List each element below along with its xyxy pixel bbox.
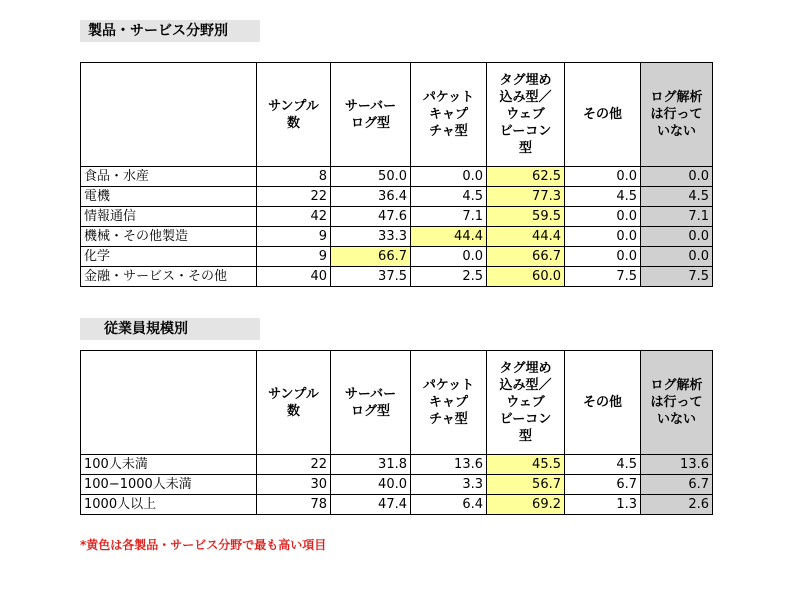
table-row [81, 167, 713, 187]
employee-size-table [80, 350, 713, 515]
table-row [81, 187, 713, 207]
row-label: 1000人以上 [81, 495, 257, 515]
header-cell-server-log: サーバー ログ型 [331, 351, 411, 455]
cell-no-log-analysis: 4.5 [641, 187, 713, 207]
cell-server-log: 40.0 [331, 475, 411, 495]
cell-packet-capture: 3.3 [411, 475, 487, 495]
header-cell-blank [81, 63, 257, 167]
cell-other: 4.5 [565, 187, 641, 207]
header-cell-packet-capture: パケット キャプ チャ型 [411, 63, 487, 167]
row-label: 100−1000人未満 [81, 475, 257, 495]
cell-other: 7.5 [565, 267, 641, 287]
cell-sample-count: 9 [257, 227, 331, 247]
cell-tag-beacon: 62.5 [487, 167, 565, 187]
header-cell-sample-count: サンプル 数 [257, 63, 331, 167]
table-row [81, 227, 713, 247]
row-label: 100人未満 [81, 455, 257, 475]
cell-other: 0.0 [565, 247, 641, 267]
cell-tag-beacon: 66.7 [487, 247, 565, 267]
cell-no-log-analysis: 7.1 [641, 207, 713, 227]
row-label: 化学 [81, 247, 257, 267]
cell-server-log: 47.6 [331, 207, 411, 227]
header-cell-tag-beacon: タグ埋め 込み型／ ウェブ ビーコン 型 [487, 63, 565, 167]
cell-tag-beacon: 56.7 [487, 475, 565, 495]
cell-other: 1.3 [565, 495, 641, 515]
cell-tag-beacon: 45.5 [487, 455, 565, 475]
cell-tag-beacon: 59.5 [487, 207, 565, 227]
row-label: 金融・サービス・その他 [81, 267, 257, 287]
cell-other: 0.0 [565, 207, 641, 227]
table-header-row [81, 351, 713, 455]
cell-tag-beacon: 44.4 [487, 227, 565, 247]
cell-packet-capture: 13.6 [411, 455, 487, 475]
table-row [81, 207, 713, 227]
cell-other: 0.0 [565, 227, 641, 247]
cell-packet-capture: 6.4 [411, 495, 487, 515]
cell-no-log-analysis: 0.0 [641, 227, 713, 247]
product-service-table [80, 62, 713, 287]
cell-other: 0.0 [565, 167, 641, 187]
cell-packet-capture: 4.5 [411, 187, 487, 207]
footnote: *黄色は各製品・サービス分野で最も高い項目 [80, 538, 327, 552]
cell-sample-count: 9 [257, 247, 331, 267]
cell-server-log: 36.4 [331, 187, 411, 207]
row-label: 電機 [81, 187, 257, 207]
header-cell-no-log-analysis: ログ解析 は行って いない [641, 63, 713, 167]
cell-server-log: 31.8 [331, 455, 411, 475]
cell-packet-capture: 44.4 [411, 227, 487, 247]
header-cell-server-log: サーバー ログ型 [331, 63, 411, 167]
row-label: 情報通信 [81, 207, 257, 227]
cell-sample-count: 42 [257, 207, 331, 227]
cell-sample-count: 40 [257, 267, 331, 287]
cell-other: 4.5 [565, 455, 641, 475]
cell-server-log: 33.3 [331, 227, 411, 247]
table-row [81, 475, 713, 495]
cell-server-log: 47.4 [331, 495, 411, 515]
table-row [81, 267, 713, 287]
header-cell-no-log-analysis: ログ解析 は行って いない [641, 351, 713, 455]
cell-tag-beacon: 60.0 [487, 267, 565, 287]
header-cell-blank [81, 351, 257, 455]
cell-sample-count: 78 [257, 495, 331, 515]
header-cell-other: その他 [565, 351, 641, 455]
table-header-row [81, 63, 713, 167]
cell-no-log-analysis: 7.5 [641, 267, 713, 287]
cell-tag-beacon: 77.3 [487, 187, 565, 207]
cell-packet-capture: 0.0 [411, 247, 487, 267]
cell-server-log: 50.0 [331, 167, 411, 187]
cell-no-log-analysis: 0.0 [641, 247, 713, 267]
table-row [81, 455, 713, 475]
cell-server-log: 66.7 [331, 247, 411, 267]
row-label: 食品・水産 [81, 167, 257, 187]
cell-sample-count: 22 [257, 455, 331, 475]
cell-sample-count: 30 [257, 475, 331, 495]
header-cell-sample-count: サンプル 数 [257, 351, 331, 455]
row-label: 機械・その他製造 [81, 227, 257, 247]
cell-sample-count: 8 [257, 167, 331, 187]
cell-no-log-analysis: 6.7 [641, 475, 713, 495]
header-cell-other: その他 [565, 63, 641, 167]
section-title-product-service: 製品・サービス分野別 [80, 20, 260, 42]
cell-no-log-analysis: 0.0 [641, 167, 713, 187]
cell-sample-count: 22 [257, 187, 331, 207]
cell-tag-beacon: 69.2 [487, 495, 565, 515]
header-cell-packet-capture: パケット キャプ チャ型 [411, 351, 487, 455]
cell-packet-capture: 7.1 [411, 207, 487, 227]
cell-no-log-analysis: 2.6 [641, 495, 713, 515]
cell-server-log: 37.5 [331, 267, 411, 287]
section-title-employee-size: 従業員規模別 [80, 318, 260, 340]
cell-packet-capture: 2.5 [411, 267, 487, 287]
table-row [81, 247, 713, 267]
table-row [81, 495, 713, 515]
cell-packet-capture: 0.0 [411, 167, 487, 187]
header-cell-tag-beacon: タグ埋め 込み型／ ウェブ ビーコン 型 [487, 351, 565, 455]
cell-other: 6.7 [565, 475, 641, 495]
cell-no-log-analysis: 13.6 [641, 455, 713, 475]
